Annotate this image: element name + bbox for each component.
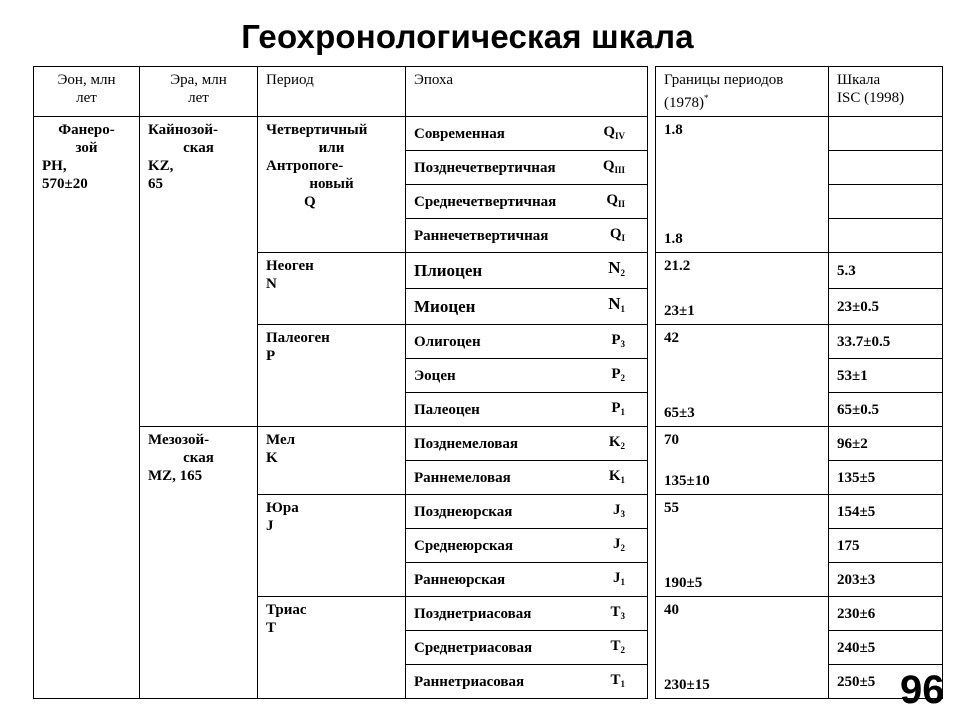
epoch-cell (406, 151, 648, 185)
eon-label: 570±20 (42, 176, 88, 192)
header-isc: Шкала ISC (1998) (829, 67, 943, 117)
epoch-name: Позднетриасовая (414, 605, 532, 622)
epoch-name: Раннеюрская (414, 571, 506, 588)
era-label: MZ, 165 (148, 468, 203, 484)
epoch-subscript: 1 (620, 678, 625, 689)
boundary-top: 21.2 (664, 258, 691, 274)
boundary-bottom: 135±10 (664, 473, 710, 489)
epoch-name: Позднемеловая (414, 435, 518, 452)
isc-value: 23±0.5 (837, 298, 879, 315)
epoch-index (610, 671, 639, 693)
period-label: Q (304, 194, 316, 210)
epoch-cell (406, 461, 648, 495)
boundary-cell (656, 427, 829, 495)
isc-value: 96±2 (837, 435, 868, 452)
era-cell (140, 117, 258, 427)
column-gap (648, 631, 656, 665)
isc-cell (829, 359, 943, 393)
period-label: P (266, 348, 276, 364)
column-gap (648, 185, 656, 219)
boundary-cell (656, 597, 829, 699)
period-cell (258, 117, 406, 253)
isc-value: 175 (837, 537, 860, 554)
epoch-cell (406, 219, 648, 253)
epoch-name: Эоцен (414, 367, 456, 384)
epoch-symbol: K (608, 467, 621, 484)
period-label: или (318, 140, 345, 156)
era-label: ская (183, 450, 214, 466)
eon-label: Фанеро- (58, 122, 115, 138)
page-number: 96 (900, 668, 945, 712)
epoch-subscript: III (614, 164, 625, 175)
column-gap (648, 597, 656, 631)
isc-cell (829, 289, 943, 325)
epoch-symbol: P (611, 331, 621, 348)
isc-cell (829, 253, 943, 289)
epoch-cell (406, 325, 648, 359)
isc-value: 250±5 (837, 673, 876, 690)
column-gap (648, 563, 656, 597)
boundary-top: 1.8 (664, 122, 683, 138)
isc-cell (829, 529, 943, 563)
epoch-subscript: 2 (620, 268, 625, 278)
boundary-top: 70 (664, 432, 679, 448)
isc-value: 53±1 (837, 367, 868, 384)
column-gap (648, 461, 656, 495)
period-label: J (266, 518, 274, 534)
epoch-symbol: T (610, 603, 621, 620)
epoch-name: Среднетриасовая (414, 639, 533, 656)
column-gap (648, 289, 656, 325)
header-eon: Эон, млн лет (34, 67, 140, 117)
epoch-cell (406, 631, 648, 665)
boundary-bottom: 1.8 (664, 231, 683, 247)
era-label: ская (183, 140, 214, 156)
epoch-subscript: IV (614, 130, 625, 141)
epoch-subscript: 1 (620, 576, 625, 587)
period-label: Антропоге- (266, 158, 344, 174)
epoch-index (613, 569, 639, 591)
boundary-cell (656, 117, 829, 253)
column-gap (648, 393, 656, 427)
epoch-cell (406, 427, 648, 461)
column-gap (648, 665, 656, 699)
epoch-index (613, 501, 639, 523)
page-title: Геохронологическая шкала (241, 18, 694, 55)
isc-value: 5.3 (837, 262, 856, 279)
eon-cell (34, 117, 140, 699)
isc-value: 154±5 (837, 503, 876, 520)
period-label: Юра (266, 500, 299, 516)
boundary-cell (656, 253, 829, 325)
epoch-subscript: 1 (620, 406, 625, 417)
epoch-symbol: J (613, 535, 621, 552)
epoch-index (610, 225, 639, 247)
epoch-index (611, 399, 639, 421)
period-label: Триас (266, 602, 307, 618)
isc-value: 230±6 (837, 605, 876, 622)
epoch-index (603, 157, 639, 179)
epoch-index (608, 295, 639, 318)
isc-value: 135±5 (837, 469, 876, 486)
epoch-name: Раннемеловая (414, 469, 511, 486)
epoch-symbol: N (608, 294, 621, 313)
epoch-name: Раннечетвертичная (414, 227, 549, 244)
boundary-bottom: 65±3 (664, 405, 695, 421)
eon-label: зой (75, 140, 98, 156)
epoch-subscript: 2 (620, 542, 625, 553)
epoch-name: Миоцен (414, 296, 476, 316)
geochronology-table (33, 66, 943, 699)
period-cell (258, 495, 406, 597)
boundary-cell (656, 325, 829, 427)
isc-cell (829, 117, 943, 151)
header-era: Эра, млн лет (140, 67, 258, 117)
header-gap (648, 67, 656, 117)
isc-value: 33.7±0.5 (837, 333, 891, 350)
epoch-cell (406, 495, 648, 529)
epoch-symbol: K (608, 433, 621, 450)
period-label: K (266, 450, 278, 466)
epoch-index (610, 637, 639, 659)
boundary-bottom: 230±15 (664, 677, 710, 693)
isc-cell (829, 151, 943, 185)
epoch-cell (406, 289, 648, 325)
epoch-symbol: N (608, 258, 621, 277)
epoch-index (608, 259, 639, 282)
epoch-name: Современная (414, 125, 505, 142)
period-label: Мел (266, 432, 296, 448)
epoch-index (606, 191, 639, 213)
epoch-symbol: Q (606, 191, 618, 208)
epoch-subscript: 2 (620, 372, 625, 383)
epoch-cell (406, 359, 648, 393)
epoch-index (611, 331, 639, 353)
column-gap (648, 219, 656, 253)
isc-cell (829, 461, 943, 495)
epoch-symbol: Q (609, 225, 622, 242)
boundary-bottom: 190±5 (664, 575, 703, 591)
era-cell (140, 427, 258, 699)
epoch-subscript: 3 (620, 338, 625, 349)
isc-cell (829, 495, 943, 529)
epoch-cell (406, 393, 648, 427)
period-label: T (266, 620, 277, 636)
period-cell (258, 253, 406, 325)
epoch-symbol: T (610, 637, 621, 654)
epoch-subscript: II (617, 198, 625, 209)
epoch-symbol: T (610, 671, 621, 688)
boundary-bottom: 23±1 (664, 303, 695, 319)
epoch-cell (406, 117, 648, 151)
epoch-name: Раннетриасовая (414, 673, 525, 690)
isc-cell (829, 219, 943, 253)
period-label: N (266, 276, 277, 292)
period-label: Палеоген (266, 330, 330, 346)
epoch-name: Позднеюрская (414, 503, 513, 520)
isc-cell (829, 631, 943, 665)
epoch-symbol: J (613, 501, 621, 518)
epoch-subscript: 3 (620, 508, 625, 519)
column-gap (648, 529, 656, 563)
epoch-symbol: Q (602, 157, 615, 174)
isc-cell (829, 597, 943, 631)
epoch-name: Палеоцен (414, 401, 480, 418)
header-row (34, 67, 943, 117)
period-cell (258, 427, 406, 495)
era-label: Кайнозой- (148, 122, 219, 138)
isc-cell (829, 427, 943, 461)
epoch-index (603, 123, 639, 145)
epoch-subscript: 3 (620, 610, 625, 621)
epoch-index (611, 365, 639, 387)
table-row (34, 117, 943, 151)
isc-cell (829, 325, 943, 359)
epoch-name: Олигоцен (414, 333, 481, 350)
epoch-name: Позднечетвертичная (414, 159, 556, 176)
epoch-symbol: Q (603, 123, 615, 140)
isc-cell (829, 185, 943, 219)
period-cell (258, 325, 406, 427)
period-label: новый (309, 176, 354, 192)
table-row (34, 427, 943, 461)
era-label: KZ, (148, 158, 174, 174)
eon-label: PH, (42, 158, 67, 174)
period-cell (258, 597, 406, 699)
boundary-top: 40 (664, 602, 679, 618)
epoch-index (613, 535, 639, 557)
epoch-subscript: I (621, 232, 625, 243)
era-label: Мезозой- (148, 432, 210, 448)
column-gap (648, 359, 656, 393)
era-label: 65 (148, 176, 163, 192)
header-bounds: Границы периодов (1978)* (656, 67, 829, 117)
boundary-top: 55 (664, 500, 679, 516)
epoch-index (609, 433, 639, 455)
header-epoch: Эпоха (406, 67, 648, 117)
isc-value: 240±5 (837, 639, 876, 656)
epoch-cell (406, 529, 648, 563)
isc-cell (829, 393, 943, 427)
column-gap (648, 495, 656, 529)
column-gap (648, 117, 656, 151)
epoch-symbol: P (611, 399, 621, 416)
column-gap (648, 151, 656, 185)
boundary-cell (656, 495, 829, 597)
epoch-cell (406, 665, 648, 699)
epoch-name: Плиоцен (414, 260, 483, 280)
header-period: Период (258, 67, 406, 117)
column-gap (648, 325, 656, 359)
epoch-cell (406, 563, 648, 597)
epoch-cell (406, 253, 648, 289)
column-gap (648, 253, 656, 289)
epoch-index (609, 467, 639, 489)
epoch-name: Среднечетвертичная (414, 193, 557, 210)
epoch-subscript: 1 (620, 304, 625, 314)
epoch-subscript: 2 (620, 644, 625, 655)
isc-value: 203±3 (837, 571, 876, 588)
boundary-top: 42 (664, 330, 679, 346)
period-label: Четвертичный (266, 122, 368, 138)
epoch-name: Среднеюрская (414, 537, 514, 554)
epoch-symbol: P (611, 365, 621, 382)
epoch-cell (406, 185, 648, 219)
epoch-symbol: J (613, 569, 621, 586)
column-gap (648, 427, 656, 461)
isc-cell (829, 563, 943, 597)
epoch-index (610, 603, 639, 625)
isc-value: 65±0.5 (837, 401, 879, 418)
epoch-cell (406, 597, 648, 631)
epoch-subscript: 1 (620, 474, 625, 485)
period-label: Неоген (266, 258, 314, 274)
epoch-subscript: 2 (620, 440, 625, 451)
